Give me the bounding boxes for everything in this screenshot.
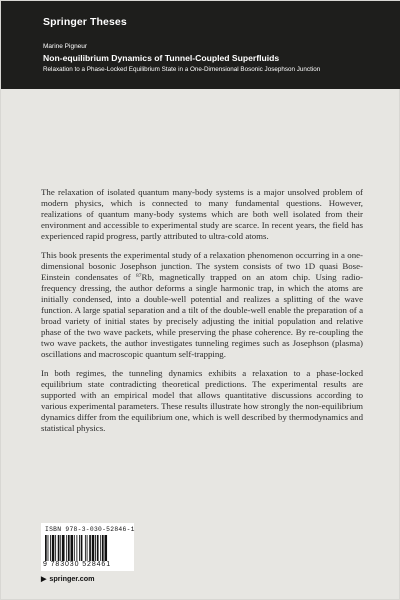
blurb-paragraph-1: The relaxation of isolated quantum many-body systems is a major unsolved problem of modern physics, which is connected to many fundamental questions. However, realizations of quantum many-body systems which are both well isolated from their environment and accessible to experimental study are scarce. In recent years, the field has experienced rapid progress, partly attributed to ultra-cold atoms. <box>41 187 363 241</box>
blurb-paragraph-2 <box>41 250 363 360</box>
blurb <box>41 187 363 442</box>
author-name: Marine Pigneur <box>43 43 88 50</box>
cover-header <box>1 1 400 89</box>
blurb-paragraph-2-start: This book presents the experimental study of a relaxation phenomenon occurring in a one-dimensional bosonic Josephson junction. The system consists of two 1D quasi Bose-Einstein condensates of <box>41 250 363 282</box>
barcode-box <box>41 523 134 571</box>
play-arrow-icon: ▶ <box>41 575 47 583</box>
isotope-superscript: 87 <box>135 273 142 279</box>
book-title: Non-equilibrium Dynamics of Tunnel-Coupled Superfluids <box>43 53 280 63</box>
website-label: springer.com <box>49 574 95 583</box>
barcode-digits: 9 783030 528461 <box>43 561 111 568</box>
barcode-image <box>45 535 130 561</box>
blurb-paragraph-3: In both regimes, the tunneling dynamics exhibits a relaxation to a phase-locked equilibrium state contradicting theoretical predictions. The experimental results are supported with an empirical model that allows quantitative discussions according to various experimental parameters. These results illustrate how strongly the non-equilibrium dynamics differ from the equilibrium one, which is well described by thermodynamics and statistical physics. <box>41 368 363 433</box>
publisher-website[interactable] <box>41 574 95 583</box>
book-subtitle: Relaxation to a Phase-Locked Equilibrium State in a One-Dimensional Bosonic Josephson Junction <box>43 66 321 73</box>
isbn-text: ISBN 978-3-030-52846-1 <box>45 526 135 533</box>
series-name: Springer Theses <box>43 16 127 28</box>
blurb-paragraph-2-end: Rb, magnetically trapped on an atom chip. Using radio-frequency dressing, the author deforms a single harmonic trap, in which the atoms are initially condensed, into a double-well potential and realizes a splitting of the wave function. A large spatial separation and a tilt of the double-well enable the preparation of a broad variety of initial states by precisely adjusting the initial population and relative phase of the two wave packets, while preserving the phase coherence. By re-coupling the two wave packets, the author investigates tunneling regimes such as Josephson (plasma) oscillations and macroscopic quantum self-trapping. <box>41 272 363 359</box>
